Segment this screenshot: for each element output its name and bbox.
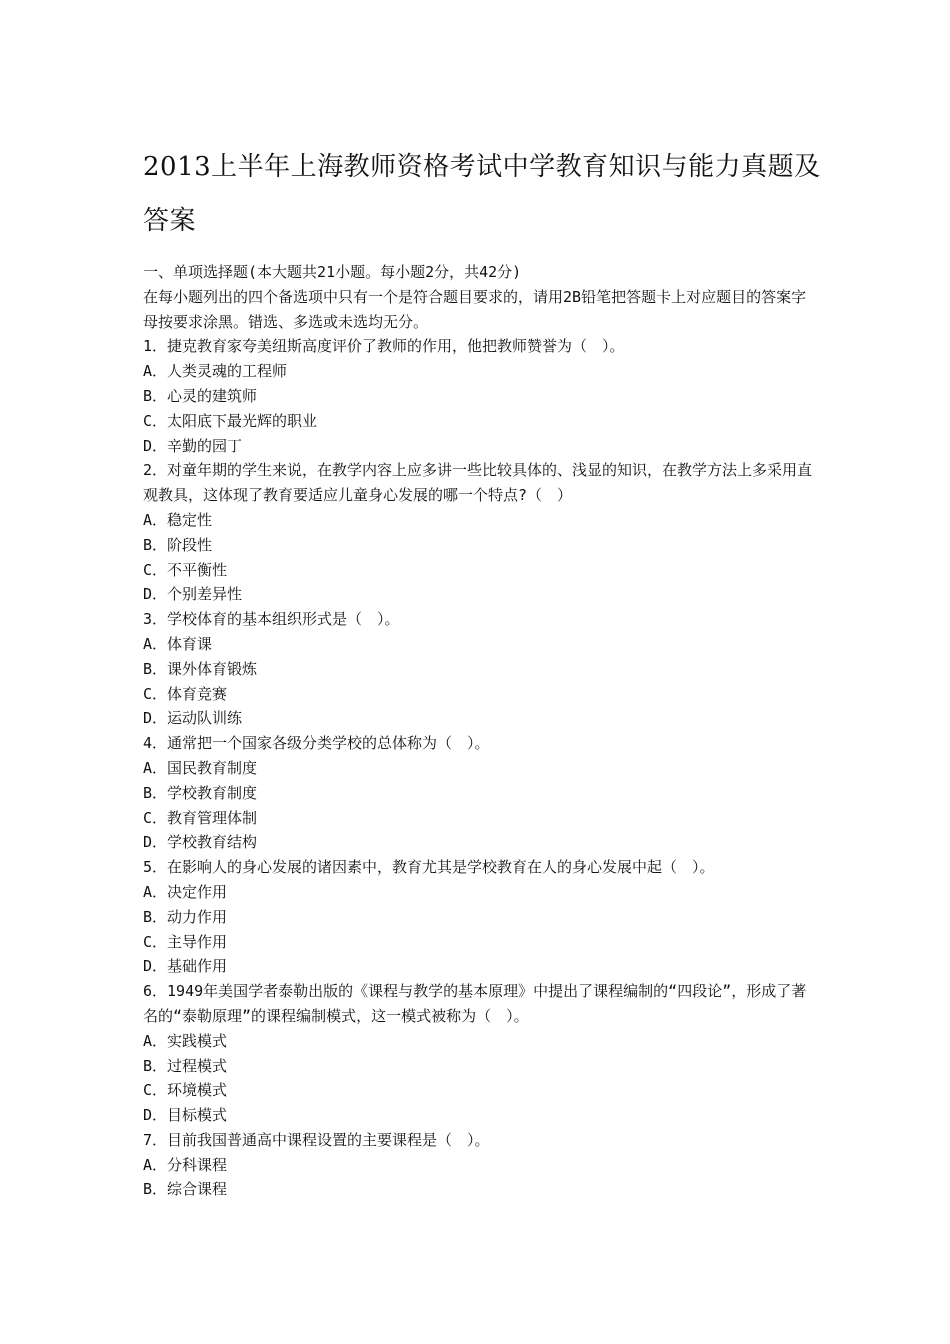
question-7 [143, 1128, 815, 1202]
option-d: D．辛勤的园丁 [143, 436, 243, 455]
option-c: C．主导作用 [143, 932, 228, 951]
question-stem: 2．对童年期的学生来说，在教学内容上应多讲一些比较具体的、浅显的知识，在教学方法上多采用直观教具，这体现了教育要适应儿童身心发展的哪一个特点?（ ） [143, 461, 813, 505]
option-c: C．太阳底下最光辉的职业 [143, 411, 318, 430]
question-4 [143, 731, 815, 855]
question-3 [143, 607, 815, 731]
option-b: B．过程模式 [143, 1056, 228, 1075]
question-2 [143, 458, 815, 607]
option-a: A．分科课程 [143, 1155, 228, 1174]
option-d: D．目标模式 [143, 1106, 228, 1125]
document-title: 2013上半年上海教师资格考试中学教育知识与能力真题及答案 [143, 152, 821, 236]
option-a: A．体育课 [143, 634, 213, 653]
option-a: A．国民教育制度 [143, 758, 258, 777]
question-stem: 3．学校体育的基本组织形式是（ ）。 [143, 610, 400, 629]
option-b: B．课外体育锻炼 [143, 659, 258, 678]
question-stem: 7．目前我国普通高中课程设置的主要课程是（ ）。 [143, 1130, 490, 1149]
option-b: B．心灵的建筑师 [143, 386, 258, 405]
option-b: B．阶段性 [143, 535, 213, 554]
option-a: A．决定作用 [143, 882, 228, 901]
option-c: C．环境模式 [143, 1081, 228, 1100]
option-d: D．个别差异性 [143, 585, 243, 604]
option-d: D．运动队训练 [143, 709, 243, 728]
question-stem: 6．1949年美国学者泰勒出版的《课程与教学的基本原理》中提出了课程编制的“四段论”，形成了著名的“泰勒原理”的课程编制模式，这一模式被称为（ ）。 [143, 982, 807, 1025]
option-a: A．实践模式 [143, 1031, 228, 1050]
question-stem: 4．通常把一个国家各级分类学校的总体称为（ ）。 [143, 734, 490, 753]
option-b: B．学校教育制度 [143, 783, 258, 802]
document-body [143, 260, 815, 1202]
option-c: C．教育管理体制 [143, 808, 258, 827]
question-stem: 1．捷克教育家夸美纽斯高度评价了教师的作用，他把教师赞誉为（ ）。 [143, 337, 625, 356]
option-d: D．基础作用 [143, 957, 228, 976]
question-stem: 5．在影响人的身心发展的诸因素中，教育尤其是学校教育在人的身心发展中起（ ）。 [143, 858, 715, 877]
section-heading: 一、单项选择题(本大题共21小题。每小题2分，共42分) [143, 263, 522, 281]
option-d: D．学校教育结构 [143, 833, 258, 852]
option-b: B．动力作用 [143, 907, 228, 926]
question-6 [143, 979, 815, 1128]
option-b: B．综合课程 [143, 1180, 228, 1199]
instructions-text: 在每小题列出的四个备选项中只有一个是符合题目要求的，请用2B铅笔把答题卡上对应题目的答案字母按要求涂黑。错选、多选或未选均无分。 [143, 287, 807, 331]
question-5 [143, 855, 815, 979]
question-1 [143, 334, 815, 458]
option-c: C．不平衡性 [143, 560, 228, 579]
option-a: A．人类灵魂的工程师 [143, 362, 288, 381]
option-c: C．体育竞赛 [143, 684, 228, 703]
option-a: A．稳定性 [143, 510, 213, 529]
